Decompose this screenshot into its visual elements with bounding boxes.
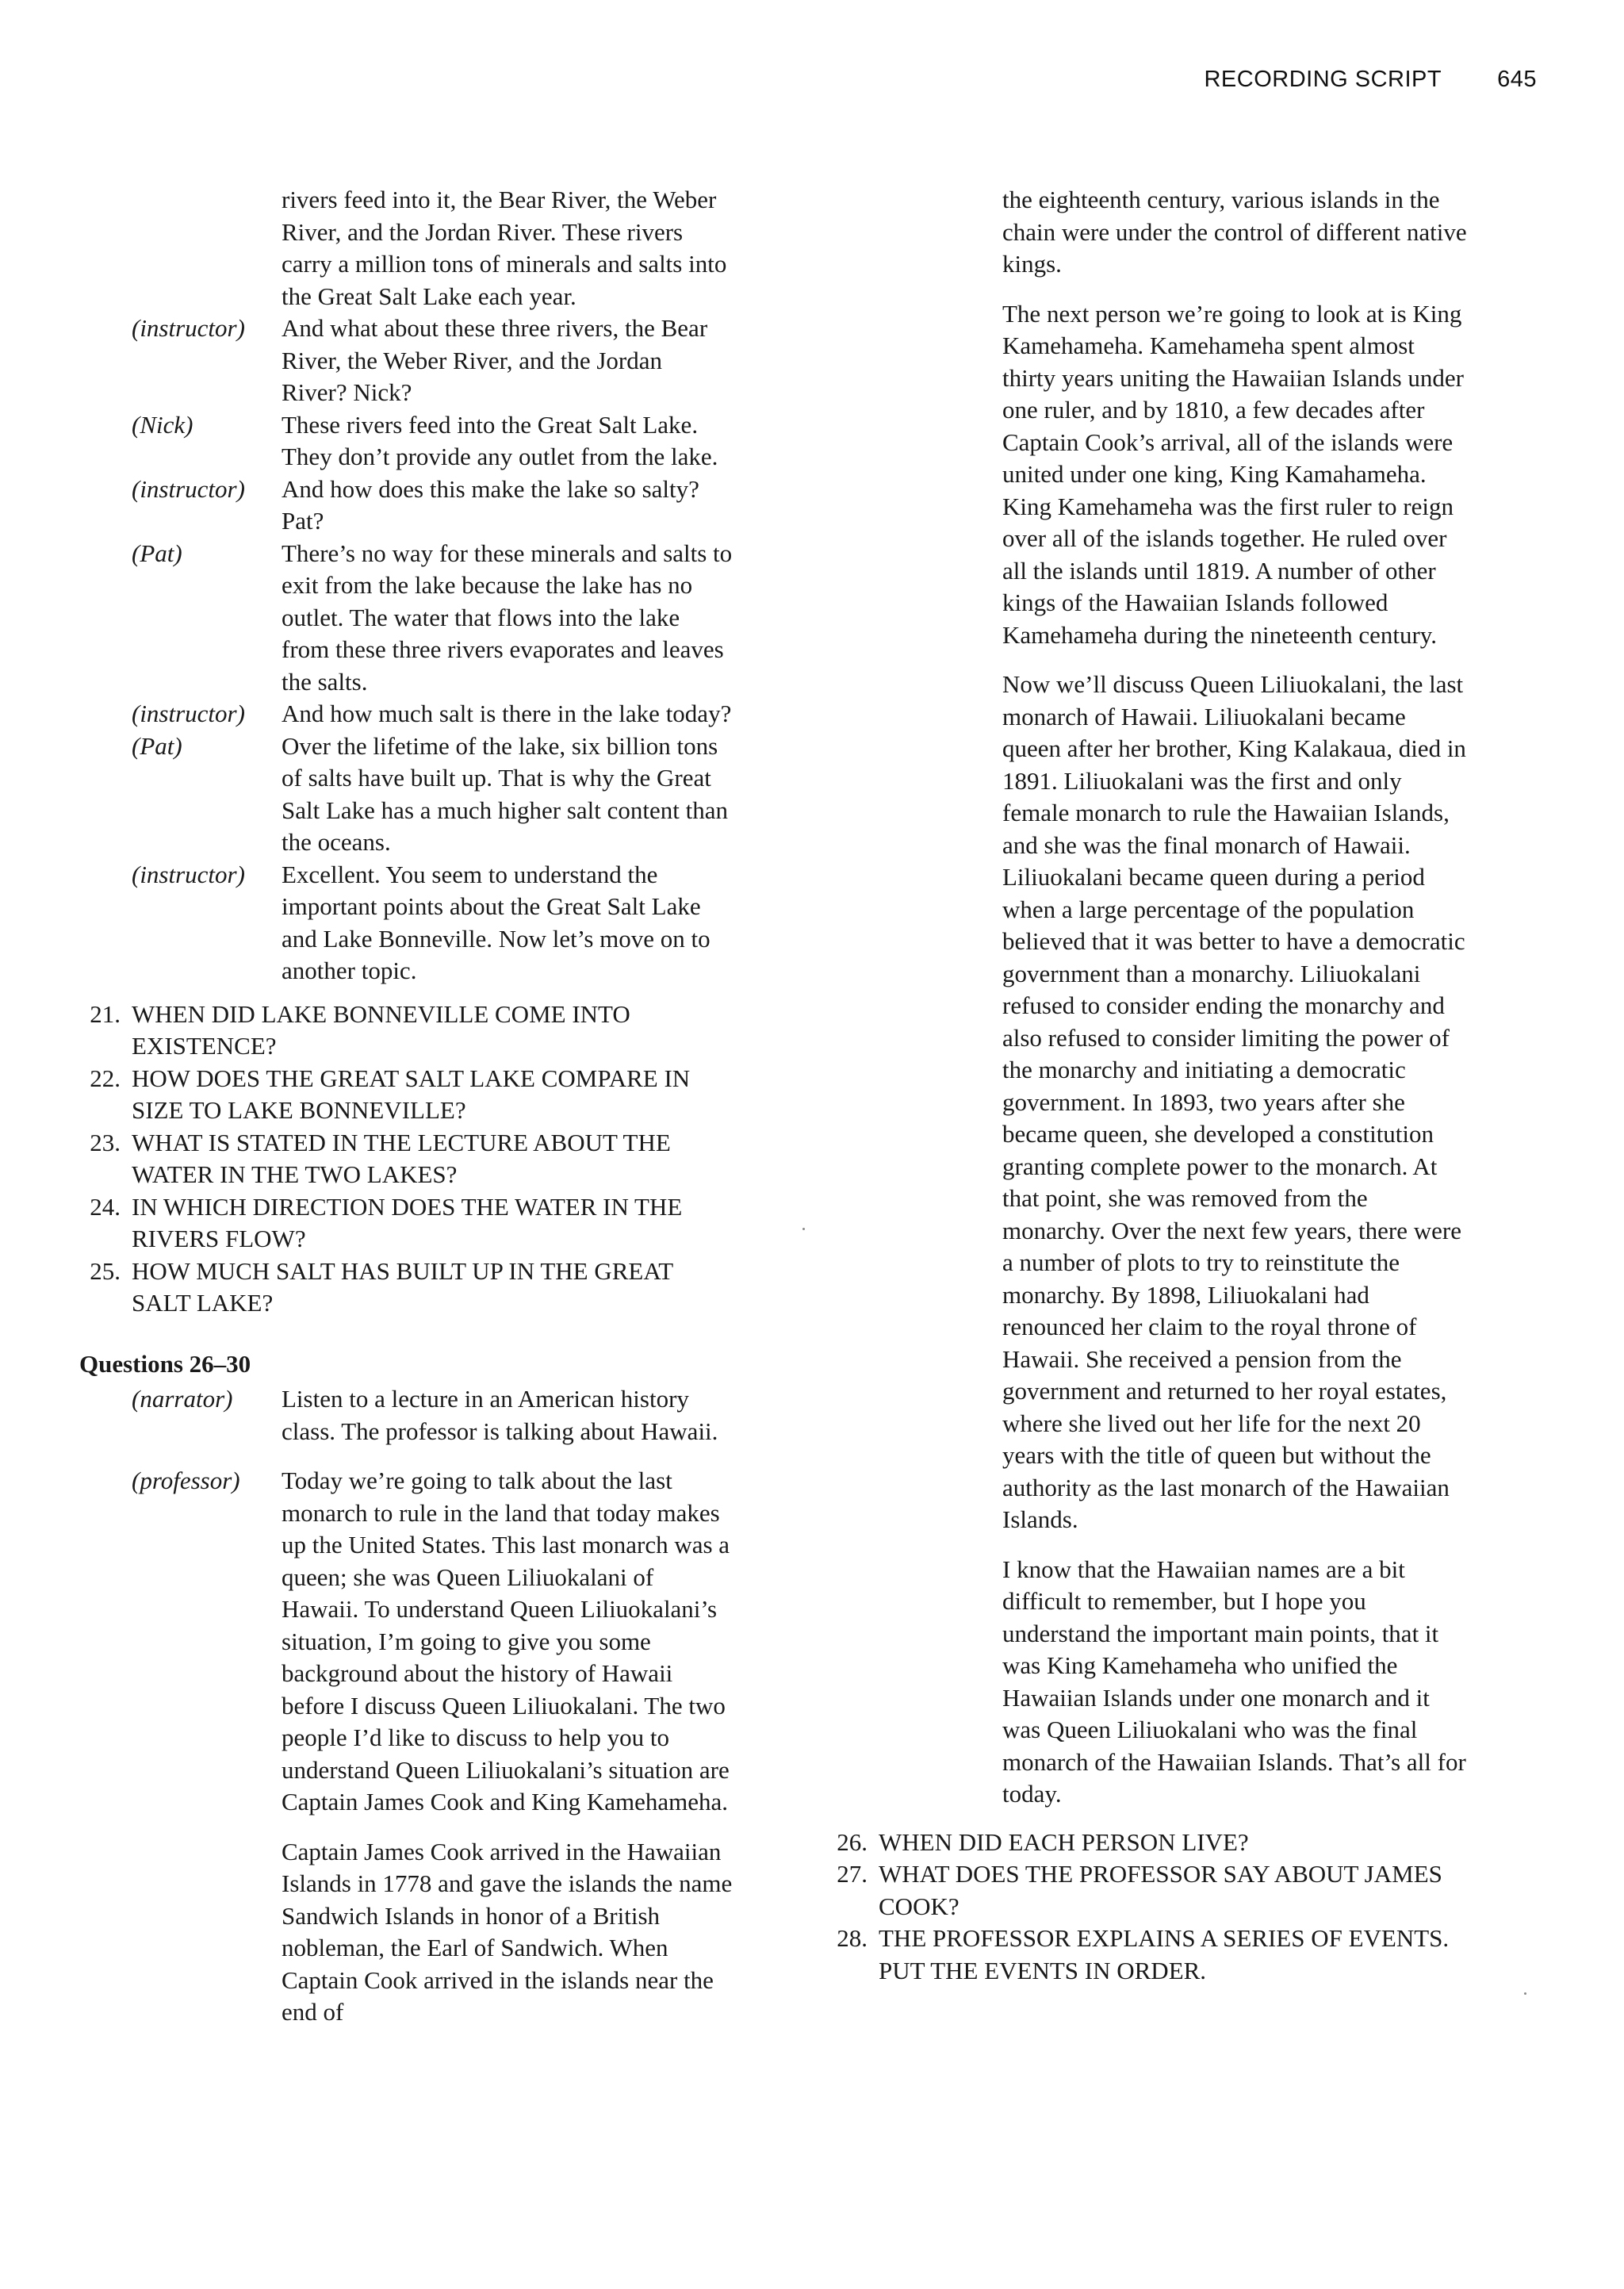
question-item [0,1256,793,1320]
page-number: 645 [1497,67,1537,92]
lecture-body [282,1465,733,2029]
page-header [1204,67,1537,93]
lecture-paragraph: Captain James Cook arrived in the Hawaiian Islands in 1778 and gave the islands the name Sandwich Islands in honor of a British nobleman, the Earl of Sandwich. When Captain Cook arrived in the islands near the end of [282,1837,733,2026]
question-item [0,999,793,1063]
narrator-line [0,1383,793,1447]
lecture-paragraph: the eighteenth century, various islands in the chain were under the control of different native kings. [1002,186,1467,278]
lecture-paragraph: The next person we’re going to look at is King Kamehameha. Kamehameha spent almost thirty years uniting the Hawaiian Islands under one ruler, and by 1810, a few decades after Captain Cook’s arrival, all of the islands were united under one king, King Kamahameha. King Kamehameha was the first ruler to reign over all of the islands together. He ruled over all the islands until 1819. A number of other kings of the Hawaiian Islands followed Kamehameha during the nineteenth century. [1002,299,1464,649]
question-item [801,1923,1594,1987]
dialogue-text: There’s no way for these minerals and salts to exit from the lake because the lake has no outlet. The water that flows into the lake from these three rivers evaporates and leaves the salts. [282,539,733,696]
question-number: 21. [90,999,121,1028]
question-list [801,1827,1594,1988]
question-number: 27. [837,1860,868,1888]
speaker-label: (Pat) [132,731,182,760]
question-number: 23. [90,1128,121,1156]
speaker-label: (instructor) [132,860,245,888]
question-item [0,1127,793,1191]
lecture-paragraph: I know that the Hawaiian names are a bit difficult to remember, but I hope you understand the important main points, that it was King Kamehameha who unified the Hawaiian Islands under one monarch and it was Queen Liliuokalani who was the final monarch of the Hawaiian Islands. That’s all for today. [1002,1555,1466,1808]
speaker-label: (Nick) [132,410,193,439]
speaker-label: (instructor) [132,314,245,342]
left-column [0,184,793,2029]
dialogue-text: And what about these three rivers, the Bear River, the Weber River, and the Jordan River? Nick? [282,314,708,406]
lecture-paragraph: Today we’re going to talk about the last monarch to rule in the land that today makes up the United States. This last monarch was a queen; she was Queen Liliuokalani of Hawaii. To understand Queen Liliuokalani’s situation, I’m going to give you some background about the history of Hawaii before I discuss Queen Liliuokalani. The two people I’d like to discuss to help you to understand Queen Liliuokalani’s situation are Captain James Cook and King Kamehameha. [282,1467,730,1815]
question-item [0,1191,793,1256]
dialogue-text: These rivers feed into the Great Salt Lake. They don’t provide any outlet from the lake. [282,410,718,470]
question-list [0,999,793,1320]
section-heading: Questions 26–30 [79,1349,251,1378]
dialogue-text: Over the lifetime of the lake, six billion tons of salts have built up. That is why the Great Salt Lake has a much higher salt content than the oceans. [282,731,728,856]
print-speck [1524,1992,1526,1995]
right-column [801,184,1594,1987]
question-text: HOW MUCH SALT HAS BUILT UP IN THE GREAT SALT LAKE? [132,1256,673,1317]
question-number: 25. [90,1256,121,1285]
speaker-label: (Pat) [132,539,182,567]
lecture-paragraph: Now we’ll discuss Queen Liliuokalani, the last monarch of Hawaii. Liliuokalani became queen after her brother, King Kalakaua, died in 1891. Liliuokalani was the first and only female monarch to rule the Hawaiian Islands, and she was the final monarch of Hawaii. Liliuokalani became queen during a period when a large percentage of the population believed that it was better to have a democratic government than a monarchy. Liliuokalani refused to consider ending the monarchy and also refused to consider limiting the power of the monarchy and initiating a democratic government. In 1893, two years after she became queen, she developed a constitution granting complete power to the monarch. At that point, she was removed from the monarchy. Over the next few years, there were a number of plots to try to reinstitute the monarchy. By 1898, Liliuokalani had renounced her claim to the royal throne of Hawaii. She received a pension from the government and returned to her royal estates, where she lived out her life for the next 20 years with the title of queen but without the authority as the last monarch of the Hawaiian Islands. [1002,670,1466,1533]
professor-lecture [0,1465,793,2029]
dialogue-line [0,538,793,699]
speaker-label: (narrator) [132,1385,233,1413]
running-title: RECORDING SCRIPT [1204,67,1442,92]
dialogue-text: And how much salt is there in the lake today? [282,700,732,727]
print-speck [802,1228,805,1230]
dialogue-line [0,730,793,859]
question-number: 26. [837,1827,868,1856]
question-text: HOW DOES THE GREAT SALT LAKE COMPARE IN SIZE TO LAKE BONNEVILLE? [132,1064,691,1124]
question-text: WHEN DID EACH PERSON LIVE? [879,1827,1249,1856]
dialogue-text: And how does this make the lake so salty? Pat? [282,474,699,535]
lecture-continuation [1002,184,1470,1811]
question-text: WHAT IS STATED IN THE LECTURE ABOUT THE WATER IN THE TWO LAKES? [132,1128,671,1188]
question-number: 28. [837,1924,868,1952]
dialogue-line [0,474,793,538]
question-text: THE PROFESSOR EXPLAINS A SERIES OF EVENTS. PUT THE EVENTS IN ORDER. [879,1924,1450,1984]
speaker-label: (instructor) [132,700,245,727]
speaker-label: (instructor) [132,474,245,503]
dialogue-line [0,409,793,474]
continuation-paragraph: rivers feed into it, the Bear River, the Weber River, and the Jordan River. These rivers carry a million tons of minerals and salts into the Great Salt Lake each year. [282,186,727,310]
dialogue-line [0,859,793,987]
question-number: 22. [90,1064,121,1092]
question-text: IN WHICH DIRECTION DOES THE WATER IN THE RIVERS FLOW? [132,1192,683,1252]
dialogue [0,312,793,987]
question-item [801,1858,1594,1923]
question-item [801,1827,1594,1859]
question-number: 24. [90,1192,121,1221]
dialogue-line [0,698,793,730]
narrator-text: Listen to a lecture in an American history class. The professor is talking about Hawaii. [282,1385,718,1445]
question-text: WHAT DOES THE PROFESSOR SAY ABOUT JAMES COOK? [879,1860,1442,1920]
dialogue-text: Excellent. You seem to understand the important points about the Great Salt Lake and Lake Bonneville. Now let’s move on to another topic. [282,860,710,984]
question-item [0,1063,793,1127]
question-text: WHEN DID LAKE BONNEVILLE COME INTO EXISTENCE? [132,999,630,1060]
dialogue-line [0,312,793,409]
speaker-label: (professor) [132,1467,240,1494]
